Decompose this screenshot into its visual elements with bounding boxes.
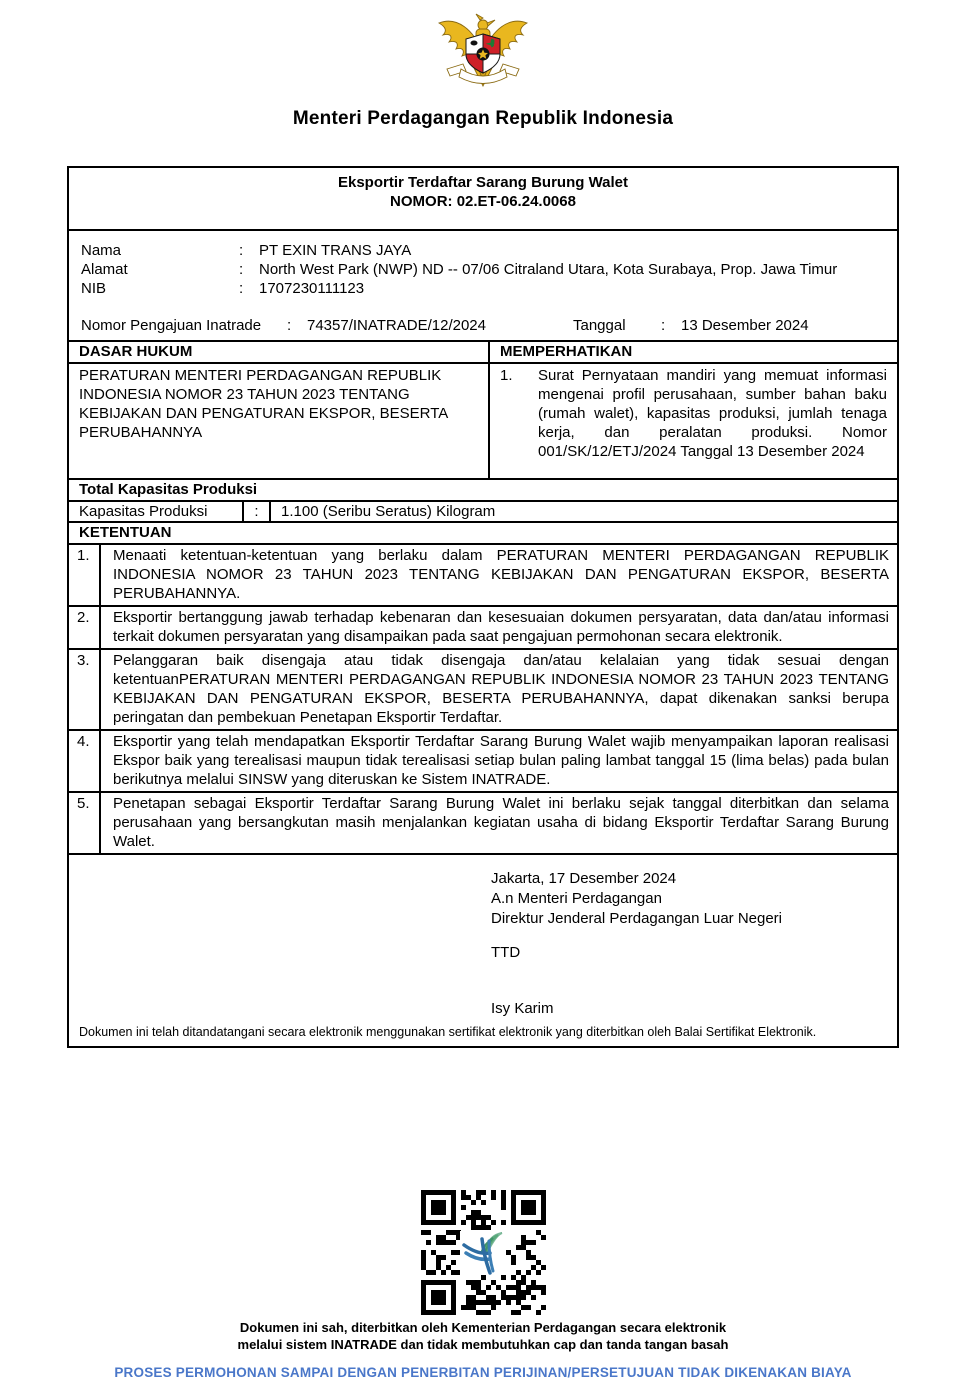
ministry-title: Menteri Perdagangan Republik Indonesia	[292, 108, 674, 129]
identity-label: Nama	[81, 242, 122, 259]
ketentuan-item-2	[69, 607, 897, 650]
identity-value: 1707230111123	[259, 280, 365, 297]
ketentuan-item-text: Menaati ketentuan-ketentuan yang berlaku dalam PERATURAN MENTERI PERDAGANGAN REPUBLIK INDONESIA NOMOR 23 TAHUN 2023 TENTANG KEBIJAKAN DAN PENGATURAN EKSPOR, BESERTA PERUBAHANNYA.	[113, 547, 889, 602]
legal-basis-section	[69, 342, 897, 480]
company-identity-cell	[69, 231, 897, 342]
dasar-hukum-column	[69, 342, 488, 478]
submission-date-separator: :	[661, 317, 666, 334]
ketentuan-item-text: Pelanggaran baik disengaja atau tidak disengaja dan/atau kelalaian yang tidak sesuai dengan ketentuanPERATURAN MENTERI PERDAGANGAN REPUBLIK INDONESIA NOMOR 23 TAHUN 2023 TENTANG KEBIJAKAN DAN PENGATURAN EKSPOR, BESERTA PERUBAHANNYA, dapat dikenakan sanksi berupa peringatan dan pembekuan Penetapan Eksportir Terdaftar.	[113, 652, 889, 726]
ketentuan-item-number: 5.	[69, 793, 101, 853]
memperhatikan-item-number: 1.	[500, 367, 513, 384]
submission-date-value: 13 Desember 2024	[681, 317, 809, 334]
total-kapasitas-heading: Total Kapasitas Produksi	[69, 480, 897, 502]
no-fee-notice: PROSES PERMOHONAN SAMPAI DENGAN PENERBITAN PERIJINAN/PERSETUJUAN TIDAK DIKENAKAN BIAYA	[114, 1365, 852, 1380]
identity-row-alamat	[81, 260, 897, 279]
identity-row-nib	[81, 279, 897, 298]
garuda-pancasila-emblem	[435, 8, 531, 100]
esign-note: Dokumen ini telah ditandatangani secara elektronik menggunakan sertifikat elektronik yang diterbitkan oleh Balai Sertifikat Elektronik.	[79, 1025, 817, 1039]
validity-line2: melalui sistem INATRADE dan tidak membutuhkan cap dan tanda tangan basah	[237, 1337, 729, 1352]
validity-line1: Dokumen ini sah, diterbitkan oleh Kementerian Perdagangan secara elektronik	[239, 1320, 727, 1335]
ketentuan-item-4	[69, 731, 897, 793]
dasar-hukum-body: PERATURAN MENTERI PERDAGANGAN REPUBLIK INDONESIA NOMOR 23 TAHUN 2023 TENTANG KEBIJAKAN DAN PENGATURAN EKSPOR, BESERTA PERUBAHANNYA	[79, 367, 448, 441]
signature-block	[491, 869, 897, 1019]
kapasitas-row	[69, 502, 897, 523]
signature-name: Isy Karim	[491, 1000, 554, 1017]
kapasitas-label: Kapasitas Produksi	[79, 503, 208, 520]
dasar-hukum-heading: DASAR HUKUM	[69, 342, 488, 364]
ketentuan-item-text: Penetapan sebagai Eksportir Terdaftar Sarang Burung Walet ini berlaku sejak tanggal diterbitkan dan selama perusahaan yang bersangkutan masih menjalankan kegiatan usaha di bidang Eksportir Terdaftar Sarang Burung Walet.	[113, 795, 889, 850]
ketentuan-item-3	[69, 650, 897, 731]
submission-row	[81, 316, 897, 335]
identity-value: PT EXIN TRANS JAYA	[259, 242, 412, 259]
ketentuan-item-text: Eksportir bertanggung jawab terhadap kebenaran dan kesesuaian dokumen persyaratan, data dan/atau informasi terkait dokumen persyaratan yang disampaikan pada saat pengajuan permohonan secara elektronik.	[113, 609, 889, 645]
identity-row-nama	[81, 241, 897, 260]
ketentuan-heading: KETENTUAN	[69, 523, 897, 545]
signature-place-date: Jakarta, 17 Desember 2024	[491, 870, 677, 887]
submission-separator: :	[287, 317, 292, 334]
identity-value: North West Park (NWP) ND -- 07/06 Citraland Utara, Kota Surabaya, Prop. Jawa Timur	[259, 261, 838, 278]
memperhatikan-heading: MEMPERHATIKAN	[490, 342, 897, 364]
ketentuan-item-number: 2.	[69, 607, 101, 648]
ketentuan-item-1	[69, 545, 897, 607]
identity-label: Alamat	[81, 261, 128, 278]
signature-on-behalf: A.n Menteri Perdagangan	[491, 890, 662, 907]
ketentuan-item-5	[69, 793, 897, 855]
memperhatikan-item	[500, 366, 887, 461]
memperhatikan-body	[490, 364, 897, 478]
ketentuan-item-number: 3.	[69, 650, 101, 729]
identity-label: NIB	[81, 280, 107, 297]
identity-separator: :	[239, 242, 244, 259]
qr-code	[421, 1190, 546, 1315]
validity-notice	[0, 1319, 966, 1353]
certificate-title	[69, 168, 897, 231]
ketentuan-item-text: Eksportir yang telah mendapatkan Eksportir Terdaftar Sarang Burung Walet wajib menyampaikan laporan realisasi Ekspor baik yang terealisasi maupun tidak terealisasi setiap bulan paling lambat tanggal 15 (lima belas) pada bulan berikutnya melalui SINSW yang diteruskan ke Sistem INATRADE.	[113, 733, 889, 788]
signature-ttd: TTD	[491, 944, 521, 961]
memperhatikan-item-text: Surat Pernyataan mandiri yang memuat informasi mengenai profil perusahaan, sumber bahan baku (rumah walet), kapasitas produksi, jumlah tenaga kerja, dan peralatan produksi. Nomor 001/SK/12/ETJ/2024 Tanggal 13 Desember 2024	[538, 367, 887, 460]
identity-separator: :	[239, 280, 244, 297]
ketentuan-item-number: 1.	[69, 545, 101, 605]
signature-cell	[69, 855, 897, 1046]
certificate-table	[67, 166, 899, 1048]
certificate-number: NOMOR: 02.ET-06.24.0068	[390, 193, 576, 210]
kapasitas-separator: :	[242, 502, 271, 521]
certificate-title-line1: Eksportir Terdaftar Sarang Burung Walet	[337, 174, 629, 191]
identity-separator: :	[239, 261, 244, 278]
kapasitas-value: 1.100 (Seribu Seratus) Kilogram	[281, 503, 496, 520]
ketentuan-item-number: 4.	[69, 731, 101, 791]
page-header	[0, 0, 966, 130]
signature-position: Direktur Jenderal Perdagangan Luar Negeri	[491, 910, 783, 927]
submission-label: Nomor Pengajuan Inatrade	[81, 317, 262, 334]
inatrade-logo-icon	[460, 1231, 506, 1275]
submission-date-label: Tanggal	[573, 317, 626, 334]
submission-number: 74357/INATRADE/12/2024	[307, 317, 486, 334]
memperhatikan-column	[488, 342, 897, 478]
